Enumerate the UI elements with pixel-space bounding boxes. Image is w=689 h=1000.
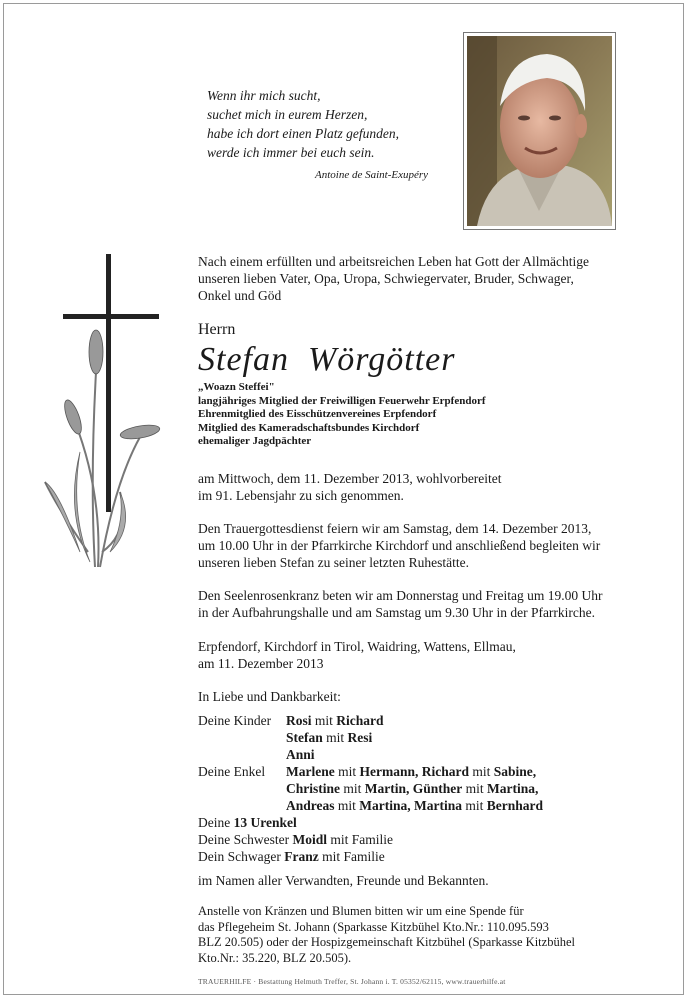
funeral-home-footer: TRAUERHILFE · Bestattung Helmuth Treffer, St. Johann i. T. 05352/62115, www.trauerhilfe.at <box>198 977 506 986</box>
family-name: Martina, Martina <box>359 798 463 813</box>
family-name: 13 Urenkel <box>233 815 297 830</box>
family-label-spacer <box>198 729 286 746</box>
family-name: Resi <box>347 730 373 745</box>
family-label-spacer <box>198 780 286 797</box>
quote-block <box>207 86 428 185</box>
place-date <box>198 638 658 672</box>
death-notice <box>198 470 658 504</box>
quote-author: Antoine de Saint-Exupéry <box>315 169 429 181</box>
cross-with-wheat-icon <box>40 252 165 577</box>
family-label-spacer <box>198 746 286 763</box>
list-item <box>198 780 543 797</box>
title-line: Ehrenmitglied des Eisschützenvereines Erpfendorf <box>198 408 437 420</box>
rosary-line: in der Aufbahrungshalle und am Samstag um 9.30 Uhr in der Pfarrkirche. <box>198 605 596 620</box>
list-item <box>198 797 543 814</box>
family-name: Marlene <box>286 764 335 779</box>
family-name: Anni <box>286 747 315 762</box>
intro-text <box>198 253 648 304</box>
intro-line: Onkel und Göd <box>198 288 282 303</box>
family-name: Stefan <box>286 730 323 745</box>
family-name: Richard <box>336 713 384 728</box>
list-item <box>198 831 543 848</box>
nickname: „Woazn Steffei" <box>198 381 275 393</box>
list-item <box>198 763 543 780</box>
title-line: Mitglied des Kameradschaftsbundes Kirchdorf <box>198 421 420 434</box>
list-item <box>198 712 543 729</box>
family-name: Bernhard <box>486 798 544 813</box>
title-line: ehemaliger Jagdpächter <box>198 435 312 447</box>
family-connector: mit Familie <box>322 849 385 864</box>
list-item <box>198 814 543 831</box>
place-line: Erpfendorf, Kirchdorf in Tirol, Waidring, Wattens, Ellmau, <box>198 639 516 654</box>
family-label: Dein Schwager <box>198 849 281 864</box>
quote-line: habe ich dort einen Platz gefunden, <box>207 126 399 141</box>
deceased-name: Stefan Wörgötter <box>198 341 456 378</box>
family-connector: mit Familie <box>330 832 393 847</box>
donation-notice <box>198 904 638 966</box>
funeral-line: unseren lieben Stefan zu seiner letzten Ruhestätte. <box>198 555 470 570</box>
funeral-line: Den Trauergottesdienst feiern wir am Samstag, dem 14. Dezember 2013, <box>198 521 592 536</box>
donation-line: Anstelle von Kränzen und Blumen bitten wir um eine Spende für <box>198 904 524 918</box>
family-connector: mit <box>314 713 333 728</box>
death-line: am Mittwoch, dem 11. Dezember 2013, wohlvorbereitet <box>198 471 502 486</box>
family-connector: mit <box>472 764 491 779</box>
family-label: Deine Kinder <box>198 713 272 728</box>
quote-line: Wenn ihr mich sucht, <box>207 88 321 103</box>
deceased-details <box>198 381 486 449</box>
list-item <box>198 848 543 865</box>
family-name: Sabine, <box>493 764 537 779</box>
family-name: Franz <box>284 849 319 864</box>
title-line: langjähriges Mitglied der Freiwilligen Feuerwehr Erpfendorf <box>198 394 486 407</box>
intro-line: unseren lieben Vater, Opa, Uropa, Schwiegervater, Bruder, Schwager, <box>198 271 574 286</box>
family-label: Deine <box>198 815 231 830</box>
family-name: Rosi <box>286 713 312 728</box>
family-connector: mit <box>337 798 356 813</box>
gratitude-line: In Liebe und Dankbarkeit: <box>198 689 341 704</box>
family-name: Hermann, Richard <box>359 764 469 779</box>
portrait-image <box>467 36 612 226</box>
family-name: Martin, Günther <box>364 781 463 796</box>
quote-line: werde ich immer bei euch sein. <box>207 145 375 160</box>
rosary-notice <box>198 587 658 621</box>
intro-line: Nach einem erfüllten und arbeitsreichen Leben hat Gott der Allmächtige <box>198 254 589 269</box>
family-label-spacer <box>198 797 286 814</box>
quote-line: suchet mich in eurem Herzen, <box>207 107 368 122</box>
place-line: am 11. Dezember 2013 <box>198 656 324 671</box>
list-item <box>198 729 543 746</box>
donation-line: BLZ 20.505) oder der Hospizgemeinschaft Kitzbühel (Sparkasse Kitzbühel <box>198 935 575 949</box>
family-connector: mit <box>338 764 357 779</box>
list-item <box>198 746 543 763</box>
family-connector: mit <box>465 798 484 813</box>
family-label: Deine Schwester <box>198 832 290 847</box>
salutation: Herrn <box>198 321 236 338</box>
funeral-line: um 10.00 Uhr in der Pfarrkirche Kirchdorf und anschließend begleiten wir <box>198 538 601 553</box>
family-connector: mit <box>326 730 345 745</box>
family-connector: mit <box>465 781 484 796</box>
donation-line: das Pflegeheim St. Johann (Sparkasse Kitzbühel Kto.Nr.: 110.095.593 <box>198 919 549 934</box>
family-name: Andreas <box>286 798 335 813</box>
portrait-photo <box>463 32 616 230</box>
relatives-line: im Namen aller Verwandten, Freunde und Bekannten. <box>198 873 489 888</box>
family-connector: mit <box>343 781 362 796</box>
rosary-line: Den Seelenrosenkranz beten wir am Donnerstag und Freitag um 19.00 Uhr <box>198 588 603 603</box>
family-list <box>198 712 543 865</box>
family-name: Moidl <box>292 832 327 847</box>
death-line: im 91. Lebensjahr zu sich genommen. <box>198 488 404 503</box>
family-name: Martina, <box>487 781 539 796</box>
family-name: Christine <box>286 781 340 796</box>
funeral-notice <box>198 520 658 571</box>
donation-line: Kto.Nr.: 35.220, BLZ 20.505). <box>198 950 352 965</box>
family-label: Deine Enkel <box>198 764 266 779</box>
